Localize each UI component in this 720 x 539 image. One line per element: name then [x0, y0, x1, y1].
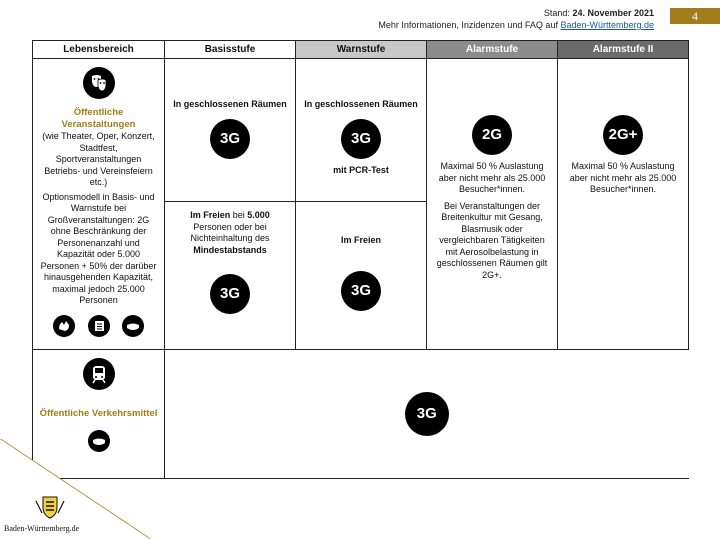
row1-title: Öffentliche Veranstaltungen [61, 107, 136, 130]
col-alarmstufe-2: Alarmstufe II [558, 41, 689, 59]
row2-rule-cell [165, 350, 689, 479]
alarm-text-1: Maximal 50 % Auslastung aber nicht mehr als 25.000 Besucher*innen. [438, 161, 546, 194]
col-warnstufe: Warnstufe [296, 41, 427, 59]
alarm-cell [427, 59, 558, 350]
basis-indoor-label: In geschlossenen Räumen [173, 99, 287, 109]
basis-outdoor-text [165, 210, 295, 256]
row1-label-cell [33, 59, 165, 350]
stand-line [378, 7, 654, 19]
row1-icons [33, 315, 164, 341]
alarm2-rule-badge: 2G+ [603, 115, 643, 155]
stand-label: Stand: [543, 8, 573, 18]
basis-outdoor-bold2: Mindestabstands [193, 244, 267, 255]
table-row [33, 59, 689, 202]
warn-indoor-cell [296, 59, 427, 202]
warn-indoor-rule-badge: 3G [341, 119, 381, 159]
basis-outdoor-rest: Personen oder bei Nichteinhaltung des [190, 221, 270, 244]
state-crest-icon [33, 493, 67, 521]
basis-outdoor-lead: Im Freien [190, 210, 231, 221]
info-text: Mehr Informationen, Inzidenzen und FAQ auf [378, 20, 561, 30]
col-alarmstufe: Alarmstufe [427, 41, 558, 59]
rules-table [32, 40, 689, 479]
alarm-rule-badge: 2G [472, 115, 512, 155]
warn-indoor-extra: mit PCR-Test [333, 164, 389, 175]
col-lebensbereich: Lebensbereich [33, 41, 165, 59]
page-number: 4 [670, 8, 720, 24]
footer-logo-text: Baden-Württemberg.de [4, 524, 80, 533]
hand-wash-icon [53, 315, 75, 337]
row1-note: Optionsmodell in Basis- und Warnstufe bei Großveranstaltungen: 2G ohne Beschränkung der Personenanzahl und Kapazität oder 5.000 Personen + 50% der darüber hinausgehenden Kapazität, maximal jedoch 25.000 Personen [40, 191, 157, 305]
basis-outdoor-cell [165, 202, 296, 350]
alarm2-cell [558, 59, 689, 350]
info-line [378, 19, 654, 31]
warn-outdoor-rule-badge: 3G [341, 271, 381, 311]
row1-subtitle: (wie Theater, Oper, Konzert, Stadtfest, Sportveranstaltungen Betriebs- und Vereinsfeiern etc.) [42, 131, 155, 187]
alarm-text-2: Bei Veranstaltungen der Breitenkultur mit Gesang, Blasmusik oder vergleichbaren Tätigkeiten mit Aerosolbelastung in geschlossenen Räumen gilt 2G+. [436, 200, 548, 280]
mask-icon [122, 315, 144, 337]
warn-outdoor-label: Im Freien [340, 235, 381, 246]
row2-rule-badge: 3G [405, 392, 449, 436]
tram-icon [83, 358, 115, 390]
basis-indoor-cell [165, 59, 296, 202]
basis-outdoor-rule-badge: 3G [210, 274, 250, 314]
warn-outdoor-cell [296, 202, 427, 350]
stand-date: 24. November 2021 [572, 8, 654, 18]
info-link[interactable]: Baden-Württemberg.de [560, 20, 654, 30]
basis-outdoor-mid: bei [230, 210, 248, 221]
warn-indoor-label: In geschlossenen Räumen [304, 99, 418, 109]
header-info [378, 7, 654, 31]
basis-indoor-rule-badge: 3G [210, 119, 250, 159]
row2-title: Öffentliche Verkehrsmittel [39, 408, 158, 419]
document-icon [88, 315, 110, 337]
alarm2-text: Maximal 50 % Auslastung aber nicht mehr als 25.000 Besucher*innen. [569, 161, 677, 194]
basis-outdoor-num: 5.000 [247, 210, 270, 221]
col-basisstufe: Basisstufe [165, 41, 296, 59]
table-header-row [33, 41, 689, 59]
theater-masks-icon [83, 67, 115, 99]
